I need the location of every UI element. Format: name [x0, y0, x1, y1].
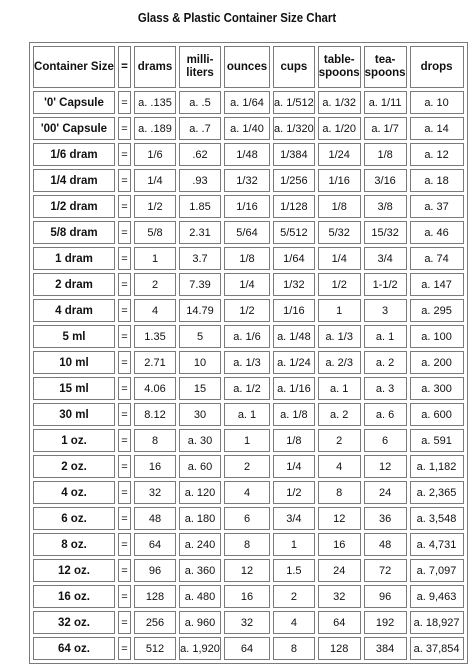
table-cell: a. 300	[410, 377, 464, 400]
table-cell: 1/2	[273, 481, 315, 504]
table-cell: a. .189	[134, 117, 176, 140]
table-cell: 3/4	[364, 247, 407, 270]
table-cell: =	[118, 117, 131, 140]
table-cell: a. 1,920	[179, 637, 221, 660]
table-cell: =	[118, 403, 131, 426]
table-cell: 1/2	[224, 299, 270, 322]
container-size-cell: 5/8 dram	[33, 221, 115, 244]
container-size-cell: 30 ml	[33, 403, 115, 426]
table-cell: a. 147	[410, 273, 464, 296]
container-size-cell: 10 ml	[33, 351, 115, 374]
container-size-cell: 1/6 dram	[33, 143, 115, 166]
container-size-cell: 1 dram	[33, 247, 115, 270]
table-cell: 1/128	[273, 195, 315, 218]
table-row	[33, 403, 464, 426]
container-size-cell: '0' Capsule	[33, 91, 115, 114]
table-cell: =	[118, 611, 131, 634]
table-cell: a. 10	[410, 91, 464, 114]
table-cell: a. .7	[179, 117, 221, 140]
table-cell: 1	[134, 247, 176, 270]
table-cell: a. 12	[410, 143, 464, 166]
table-cell: 1/64	[273, 247, 315, 270]
table-cell: 512	[134, 637, 176, 660]
table-cell: a. 1/32	[318, 91, 361, 114]
table-cell: 2	[318, 429, 361, 452]
chart-title: Glass & Plastic Container Size Chart	[137, 10, 337, 25]
table-cell: 5	[179, 325, 221, 348]
table-cell: =	[118, 585, 131, 608]
table-cell: 3/8	[364, 195, 407, 218]
column-header: Container Size	[33, 46, 115, 88]
table-cell: 6	[224, 507, 270, 530]
table-cell: 32	[134, 481, 176, 504]
table-cell: =	[118, 351, 131, 374]
table-cell: a. 100	[410, 325, 464, 348]
table-row	[33, 481, 464, 504]
table-cell: 1	[318, 299, 361, 322]
table-cell: 3.7	[179, 247, 221, 270]
table-cell: 24	[318, 559, 361, 582]
table-cell: a. 1	[364, 325, 407, 348]
table-cell: a. 600	[410, 403, 464, 426]
table-cell: 6	[364, 429, 407, 452]
table-row	[33, 273, 464, 296]
table-cell: a. 1/2	[224, 377, 270, 400]
table-cell: 5/32	[318, 221, 361, 244]
table-cell: 3	[364, 299, 407, 322]
table-cell: 1.35	[134, 325, 176, 348]
table-cell: 1/48	[224, 143, 270, 166]
column-header: drops	[410, 46, 464, 88]
table-cell: =	[118, 169, 131, 192]
table-cell: 1/4	[134, 169, 176, 192]
table-cell: 1/32	[273, 273, 315, 296]
table-cell: =	[118, 273, 131, 296]
table-row	[33, 377, 464, 400]
table-cell: 12	[318, 507, 361, 530]
table-cell: a. 1/20	[318, 117, 361, 140]
table-cell: 4	[134, 299, 176, 322]
table-row	[33, 429, 464, 452]
table-cell: 15	[179, 377, 221, 400]
table-cell: a. 1/16	[273, 377, 315, 400]
container-size-cell: 6 oz.	[33, 507, 115, 530]
table-cell: a. 74	[410, 247, 464, 270]
table-cell: 12	[224, 559, 270, 582]
container-size-cell: 16 oz.	[33, 585, 115, 608]
table-cell: a. 3,548	[410, 507, 464, 530]
table-cell: 4	[224, 481, 270, 504]
table-cell: 1.85	[179, 195, 221, 218]
table-cell: a. 960	[179, 611, 221, 634]
table-cell: 1	[273, 533, 315, 556]
table-cell: 2	[224, 455, 270, 478]
table-cell: a. 1/64	[224, 91, 270, 114]
table-cell: a. .135	[134, 91, 176, 114]
table-cell: .93	[179, 169, 221, 192]
table-row	[33, 169, 464, 192]
table-row	[33, 611, 464, 634]
table-cell: a. 30	[179, 429, 221, 452]
table-cell: 384	[364, 637, 407, 660]
table-cell: 16	[224, 585, 270, 608]
table-cell: 8	[318, 481, 361, 504]
table-cell: 8	[224, 533, 270, 556]
table-cell: a. 6	[364, 403, 407, 426]
table-cell: 1	[224, 429, 270, 452]
table-cell: 1/8	[224, 247, 270, 270]
container-size-cell: '00' Capsule	[33, 117, 115, 140]
table-cell: 1/4	[224, 273, 270, 296]
table-cell: 16	[134, 455, 176, 478]
container-size-cell: 5 ml	[33, 325, 115, 348]
table-cell: a. 3	[364, 377, 407, 400]
column-header: tea- spoons	[364, 46, 407, 88]
table-cell: =	[118, 247, 131, 270]
table-cell: =	[118, 195, 131, 218]
table-cell: a. 360	[179, 559, 221, 582]
table-cell: 64	[224, 637, 270, 660]
table-row	[33, 585, 464, 608]
table-row	[33, 351, 464, 374]
table-cell: 1/8	[364, 143, 407, 166]
table-cell: 36	[364, 507, 407, 530]
table-cell: =	[118, 507, 131, 530]
table-cell: a. 200	[410, 351, 464, 374]
table-cell: 256	[134, 611, 176, 634]
column-header: =	[118, 46, 131, 88]
table-cell: a. 18,927	[410, 611, 464, 634]
table-cell: 5/64	[224, 221, 270, 244]
table-cell: a. 295	[410, 299, 464, 322]
table-cell: 2	[134, 273, 176, 296]
table-cell: 14.79	[179, 299, 221, 322]
table-cell: 1/384	[273, 143, 315, 166]
table-cell: 48	[364, 533, 407, 556]
table-cell: 2.71	[134, 351, 176, 374]
table-cell: a. 37,854	[410, 637, 464, 660]
table-cell: a. 9,463	[410, 585, 464, 608]
table-body	[33, 91, 464, 660]
table-cell: a. 1/24	[273, 351, 315, 374]
table-cell: a. 1,182	[410, 455, 464, 478]
table-cell: 32	[318, 585, 361, 608]
table-cell: =	[118, 377, 131, 400]
table-cell: a. 180	[179, 507, 221, 530]
table-cell: a. 1/8	[273, 403, 315, 426]
table-cell: a. 1/3	[224, 351, 270, 374]
table-cell: 3/16	[364, 169, 407, 192]
table-cell: 1/16	[273, 299, 315, 322]
table-cell: =	[118, 637, 131, 660]
container-size-cell: 1/4 dram	[33, 169, 115, 192]
table-row	[33, 195, 464, 218]
table-row	[33, 507, 464, 530]
container-size-cell: 2 oz.	[33, 455, 115, 478]
table-row	[33, 221, 464, 244]
table-cell: 1/256	[273, 169, 315, 192]
table-cell: 1/16	[224, 195, 270, 218]
table-cell: =	[118, 429, 131, 452]
table-cell: 1-1/2	[364, 273, 407, 296]
table-cell: 7.39	[179, 273, 221, 296]
table-cell: a. 1	[224, 403, 270, 426]
table-cell: 5/512	[273, 221, 315, 244]
table-cell: a. 7,097	[410, 559, 464, 582]
table-cell: 1/6	[134, 143, 176, 166]
table-cell: =	[118, 481, 131, 504]
table-cell: 12	[364, 455, 407, 478]
table-cell: 16	[318, 533, 361, 556]
table-cell: a. 1/320	[273, 117, 315, 140]
table-cell: 1/8	[273, 429, 315, 452]
table-cell: 48	[134, 507, 176, 530]
table-cell: a. 1/48	[273, 325, 315, 348]
table-cell: =	[118, 299, 131, 322]
column-header: ounces	[224, 46, 270, 88]
table-cell: a. 1	[318, 377, 361, 400]
table-cell: 1/8	[318, 195, 361, 218]
container-size-cell: 1/2 dram	[33, 195, 115, 218]
table-cell: 2	[273, 585, 315, 608]
table-cell: a. 2	[318, 403, 361, 426]
table-cell: a. 2,365	[410, 481, 464, 504]
table-cell: 3/4	[273, 507, 315, 530]
table-cell: a. 591	[410, 429, 464, 452]
table-cell: =	[118, 559, 131, 582]
table-cell: 8.12	[134, 403, 176, 426]
table-cell: 64	[318, 611, 361, 634]
table-cell: a. 46	[410, 221, 464, 244]
table-cell: a. 2	[364, 351, 407, 374]
table-cell: 128	[318, 637, 361, 660]
table-cell: a. 1/11	[364, 91, 407, 114]
column-header: milli- liters	[179, 46, 221, 88]
table-cell: 128	[134, 585, 176, 608]
table-row	[33, 247, 464, 270]
container-size-cell: 1 oz.	[33, 429, 115, 452]
table-cell: 4	[273, 611, 315, 634]
table-cell: 5/8	[134, 221, 176, 244]
container-size-cell: 8 oz.	[33, 533, 115, 556]
table-row	[33, 637, 464, 660]
table-cell: 192	[364, 611, 407, 634]
table-cell: a. 18	[410, 169, 464, 192]
table-cell: a. 14	[410, 117, 464, 140]
table-cell: 1.5	[273, 559, 315, 582]
table-cell: a. 60	[179, 455, 221, 478]
container-size-cell: 32 oz.	[33, 611, 115, 634]
table-cell: a. 2/3	[318, 351, 361, 374]
table-cell: =	[118, 143, 131, 166]
table-cell: a. 1/6	[224, 325, 270, 348]
container-size-cell: 15 ml	[33, 377, 115, 400]
container-size-cell: 4 oz.	[33, 481, 115, 504]
table-cell: a. 1/7	[364, 117, 407, 140]
table-cell: 1/24	[318, 143, 361, 166]
table-row	[33, 91, 464, 114]
container-size-cell: 4 dram	[33, 299, 115, 322]
container-size-cell: 64 oz.	[33, 637, 115, 660]
table-cell: 8	[134, 429, 176, 452]
table-cell: 1/4	[318, 247, 361, 270]
table-cell: a. 1/512	[273, 91, 315, 114]
table-cell: =	[118, 455, 131, 478]
table-cell: 10	[179, 351, 221, 374]
table-cell: a. .5	[179, 91, 221, 114]
table-cell: =	[118, 533, 131, 556]
column-header: drams	[134, 46, 176, 88]
table-row	[33, 143, 464, 166]
table-cell: a. 1/40	[224, 117, 270, 140]
table-cell: a. 120	[179, 481, 221, 504]
table-cell: 4.06	[134, 377, 176, 400]
table-cell: 30	[179, 403, 221, 426]
table-header-row	[33, 46, 464, 88]
table-cell: 24	[364, 481, 407, 504]
table-cell: =	[118, 325, 131, 348]
table-cell: a. 240	[179, 533, 221, 556]
table-cell: 1/16	[318, 169, 361, 192]
table-cell: a. 1/3	[318, 325, 361, 348]
column-header: cups	[273, 46, 315, 88]
table-cell: 1/32	[224, 169, 270, 192]
table-row	[33, 559, 464, 582]
table-cell: 8	[273, 637, 315, 660]
table-row	[33, 325, 464, 348]
table-row	[33, 455, 464, 478]
table-cell: 4	[318, 455, 361, 478]
table-cell: a. 480	[179, 585, 221, 608]
table-cell: 72	[364, 559, 407, 582]
table-cell: 96	[134, 559, 176, 582]
table-cell: 64	[134, 533, 176, 556]
table-cell: 15/32	[364, 221, 407, 244]
table-cell: 2.31	[179, 221, 221, 244]
table-cell: =	[118, 91, 131, 114]
table-cell: 1/2	[134, 195, 176, 218]
table-cell: .62	[179, 143, 221, 166]
table-cell: a. 37	[410, 195, 464, 218]
table-cell: 96	[364, 585, 407, 608]
table-row	[33, 117, 464, 140]
table-cell: 1/4	[273, 455, 315, 478]
container-size-table	[29, 42, 468, 664]
table-cell: =	[118, 221, 131, 244]
table-cell: 32	[224, 611, 270, 634]
table-cell: 1/2	[318, 273, 361, 296]
container-size-cell: 12 oz.	[33, 559, 115, 582]
table-cell: a. 4,731	[410, 533, 464, 556]
column-header: table- spoons	[318, 46, 361, 88]
table-row	[33, 533, 464, 556]
container-size-cell: 2 dram	[33, 273, 115, 296]
table-row	[33, 299, 464, 322]
